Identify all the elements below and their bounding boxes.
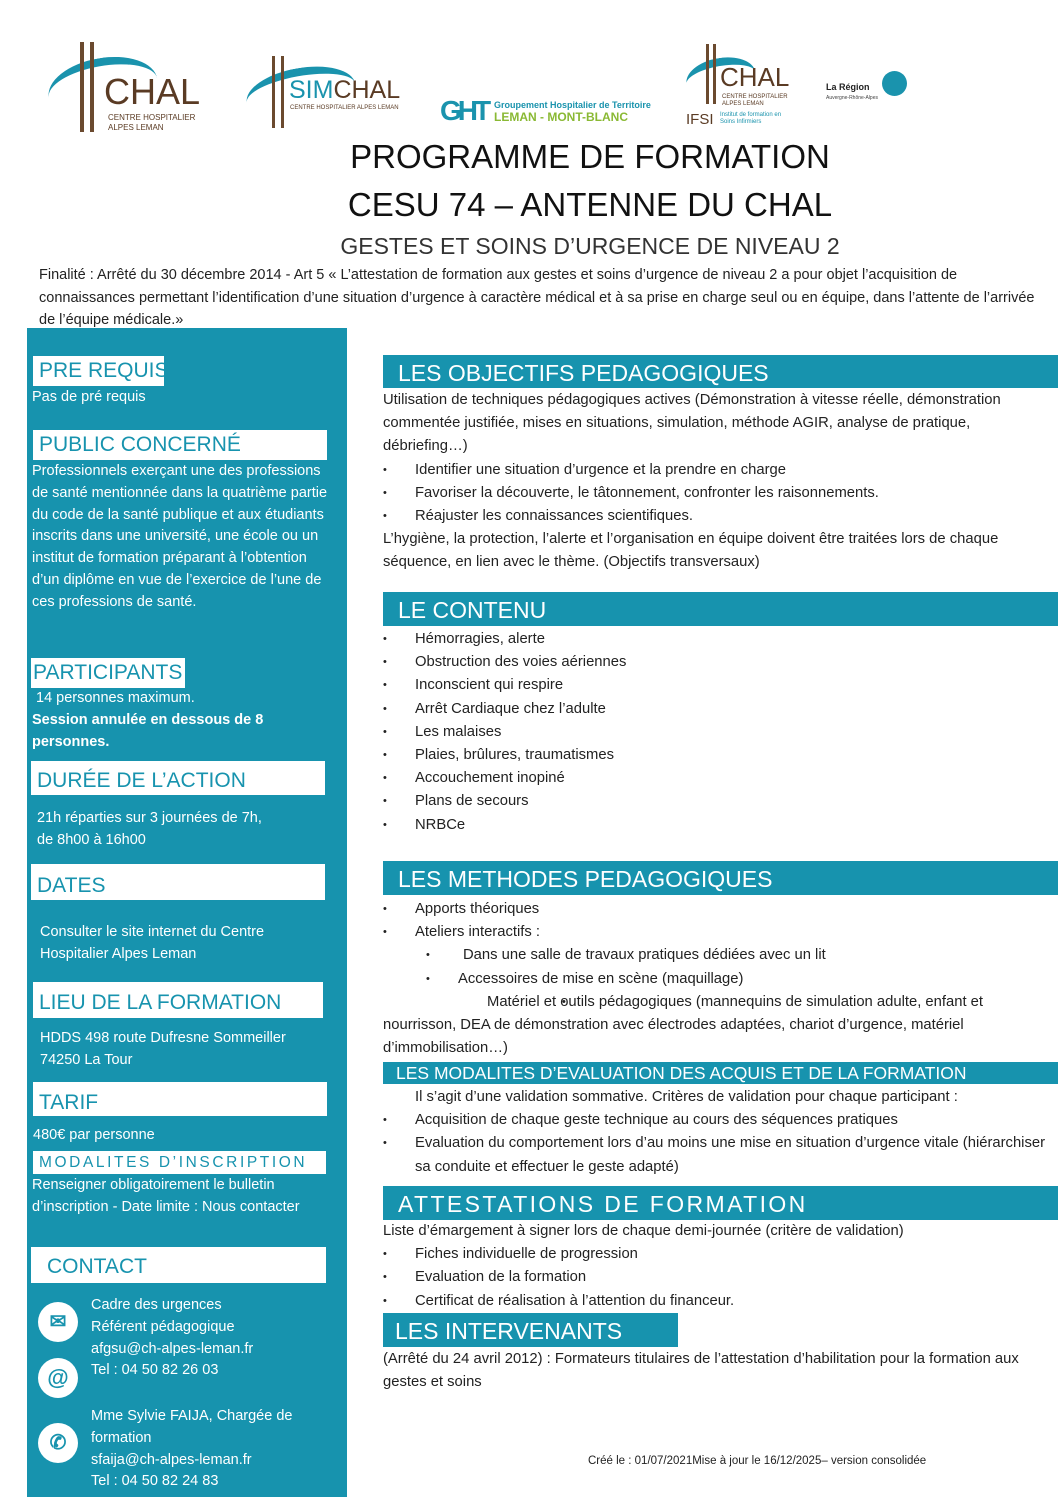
public-text: Professionnels exerçant une des professions de santé mentionnée dans la quatrième partie du code de la santé publique et aux étudiants inscrits dans une université, une école ou un institut de formation préparant à l’obtention d’un diplôme en vue de l’exercice de l’une de ces professions de santé. [32,463,328,610]
intervenants-heading: LES INTERVENANTS [383,1313,678,1347]
dates-heading: DATES [31,864,325,900]
duree-text-2: de 8h00 à 16h00 [37,832,146,848]
intervenants-text: (Arrêté du 24 avril 2012) : Formateurs titulaires de l’attestation d’habilitation pour la formation aux gestes et soins [383,1351,1019,1391]
tarif-text: 480€ par personne [33,1127,155,1143]
list-item: • Obstruction des voies aériennes [383,651,1053,674]
list-item: • Réajuster les connaissances scientifiques. [383,505,1053,528]
contact-heading: CONTACT [31,1247,326,1283]
list-item: • Evaluation de la formation [383,1266,1053,1289]
methodes-list [383,898,1053,1060]
contact-1-email[interactable]: afgsu@ch-alpes-leman.fr [91,1340,254,1357]
list-item: • Accessoires de mise en scène (maquillage) [383,968,1053,991]
public-heading: PUBLIC CONCERNÉ [33,430,327,460]
modalites-heading: LES MODALITES D’EVALUATION DES ACQUIS ET DE LA FORMATION [383,1062,1058,1084]
list-item: • Dans une salle de travaux pratiques dédiées avec un lit [383,944,1053,967]
contact-2-tel: Tel : 04 50 82 24 83 [91,1473,219,1490]
inscription-text: Renseigner obligatoirement le bulletin d’inscription - Date limite : Nous contacter [32,1177,300,1215]
list-item: • Evaluation du comportement lors d’au moins une mise en situation d’urgence vitale (hiérarchiser sa conduite et effectuer le geste adapté) [383,1132,1053,1178]
prerequis-heading: PRE REQUIS [33,356,164,386]
title-line-1: PROGRAMME DE FORMATION [350,138,830,175]
contact-2-email[interactable]: sfaija@ch-alpes-leman.fr [91,1451,252,1468]
contact-1-tel: Tel : 04 50 82 26 03 [91,1362,219,1379]
list-item: • Acquisition de chaque geste technique au cours des séquences pratiques [383,1109,1053,1132]
participants-heading: PARTICIPANTS [31,658,185,688]
contact-2-name: Mme Sylvie FAIJA, Chargée de formation [91,1408,293,1446]
contenu-heading: LE CONTENU [383,592,1058,626]
modalites-intro: Il s’agit d’une validation sommative. Critères de validation pour chaque participant : [415,1089,958,1105]
list-item: • Inconscient qui respire [383,674,1053,697]
list-item: • Apports théoriques [383,898,1053,921]
objectifs-intro: Utilisation de techniques pédagogiques actives (Démonstration à vitesse réelle, démonstration commentée justifiée, mises en situations, simulation, méthode AGIR, analyse de pratique, débriefing…) [383,392,1001,455]
prerequis-text: Pas de pré requis [32,389,146,405]
objectifs-outro: L’hygiène, la protection, l’alerte et l’organisation en équipe doivent être traitées lors de chaque séquence, en lien avec le thème. (Objectifs transversaux) [383,531,999,571]
list-item: • Favoriser la découverte, le tâtonnement, confronter les raisonnements. [383,482,1053,505]
objectifs-list [383,459,1053,529]
duree-text-1: 21h réparties sur 3 journées de 7h, [37,810,262,826]
phone-icon: ✆ [38,1423,78,1463]
attestations-intro: Liste d’émargement à signer lors de chaque demi-journée (critère de validation) [383,1223,904,1239]
attestations-section [383,1220,1053,1313]
objectifs-heading: LES OBJECTIFS PEDAGOGIQUES [383,355,1058,388]
attestations-heading: ATTESTATIONS DE FORMATION [383,1186,1058,1220]
list-item: • Les malaises [383,721,1053,744]
lieu-text-1: HDDS 498 route Dufresne Sommeiller [40,1030,286,1046]
list-item: • Plaies, brûlures, traumatismes [383,744,1053,767]
list-item: • Accouchement inopiné [383,767,1053,790]
duree-heading: DURÉE DE L’ACTION [31,761,325,795]
participants-note: Session annulée en dessous de 8 personnes. [32,712,264,750]
list-item: • NRBCe [383,814,1053,837]
tarif-heading: TARIF [33,1082,327,1116]
list-item: • Plans de secours [383,790,1053,813]
list-item: • Fiches individuelle de progression [383,1243,1053,1266]
methodes-heading: LES METHODES PEDAGOGIQUES [383,861,1058,895]
list-item: • Ateliers interactifs : [383,921,1053,944]
contact-2 [91,1406,331,1493]
list-item: • Certificat de réalisation à l’attention du financeur. [383,1290,1053,1313]
inscription-heading: MODALITES D’INSCRIPTION [33,1151,326,1174]
lieu-heading: LIEU DE LA FORMATION [33,982,323,1018]
dates-text: Consulter le site internet du Centre Hospitalier Alpes Leman [40,924,265,962]
footer: Créé le : 01/07/2021Mise à jour le 16/12/2025– version consolidée [588,1455,927,1467]
list-item: • Arrêt Cardiaque chez l’adulte [383,698,1053,721]
contact-1 [91,1295,331,1382]
title-line-2: CESU 74 – ANTENNE DU CHAL [347,186,833,223]
modalites-section [383,1086,1053,1179]
contenu-list [383,628,1053,837]
lieu-text-2: 74250 La Tour [40,1052,133,1068]
objectifs-section [383,389,1053,575]
list-item: • Matériel et outils pédagogiques (mannequins de simulation adulte, enfant et nourrisson, DEA de démonstration avec électrodes adaptées, chariot d’urgence, matériel d’immobilisation…) [383,991,1053,1061]
envelope-icon: ✉ [38,1302,78,1342]
finalite: Finalité : Arrêté du 30 décembre 2014 - Art 5 « L’attestation de formation aux gestes et soins d’urgence de niveau 2 a pour objet l’acquisition de connaissances permettant l’identification d’une situation d’urgence à caractère médical et à sa prise en charge seul ou en équipe, dans l’attente de l’arrivée de l’équipe médicale.» [39,267,1035,328]
at-icon: @ [38,1358,78,1398]
list-item: • Identifier une situation d’urgence et la prendre en charge [383,459,1053,482]
list-item: • Hémorragies, alerte [383,628,1053,651]
contact-1-role: Cadre des urgences [91,1297,222,1313]
participants-text: 14 personnes maximum. [36,690,195,706]
contact-1-role-2: Référent pédagogique [91,1318,235,1335]
subtitle: GESTES ET SOINS D’URGENCE DE NIVEAU 2 [340,233,840,259]
